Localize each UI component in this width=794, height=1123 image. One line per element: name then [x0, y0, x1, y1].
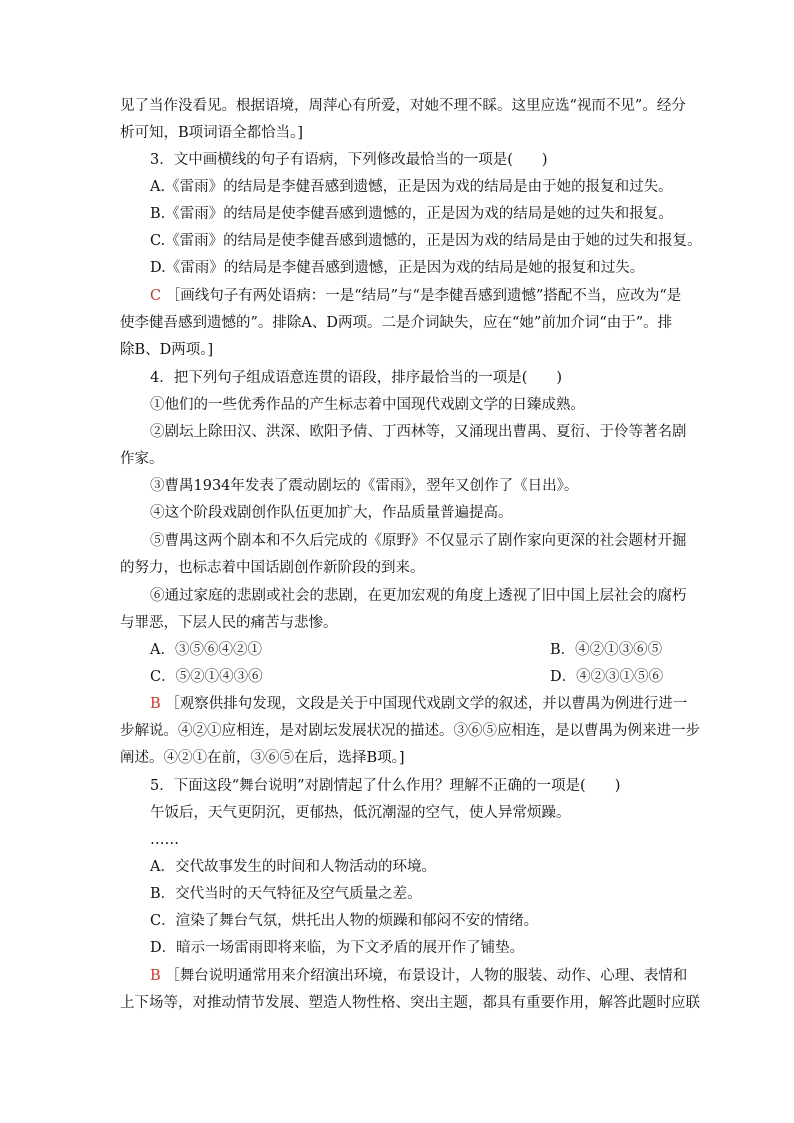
- answer-explanation: ［观察供排句发现，文段是关于中国现代戏剧文学的叙述，并以曹禺为例进行进一: [165, 696, 688, 712]
- text-line: 上下场等，对推动情节发展、塑造人物性格、突出主题，都具有重要作用，解答此题时应联: [120, 995, 700, 1011]
- text-line: 作家。: [120, 451, 164, 467]
- q3-option-b: B.《雷雨》的结局是使李健吾感到遗憾的，正是因为戏的结局是她的过失和报复。: [150, 206, 673, 222]
- answer-explanation: ［舞台说明通常用来介绍演出环境，布景设计，人物的服装、动作、心理、表情和: [165, 968, 688, 984]
- sentence-3: ③曹禺1934年发表了震动剧坛的《雷雨》，翌年又创作了《日出》。: [150, 478, 579, 494]
- text-line: 除B、D两项。]: [120, 342, 214, 358]
- text-line: 析可知，B项词语全都恰当。]: [120, 125, 304, 141]
- text-line: 的努力，也标志着中国话剧创作新阶段的到来。: [120, 560, 425, 576]
- text-line: 使李健吾感到遗憾的”。排除A、D两项。二是介词缺失，应在“她”前加介词“由于”。排: [120, 315, 673, 331]
- q5-option-b: B．交代当时的天气特征及空气质量之差。: [150, 886, 422, 902]
- q5-option-c: C．渲染了舞台气氛，烘托出人物的烦躁和郁闷不安的情绪。: [150, 913, 539, 929]
- question-4: 4．把下列句子组成语意连贯的语段，排序最恰当的一项是( ): [150, 370, 563, 386]
- answer-letter: B: [150, 696, 161, 712]
- q4-answer: [150, 694, 710, 714]
- q4-options-row-1: [150, 640, 710, 660]
- q3-answer: [150, 286, 710, 306]
- sentence-2: ②剧坛上除田汉、洪深、欧阳予倩、丁西林等，又涌现出曹禺、夏衍、于伶等著名剧: [150, 424, 687, 440]
- q5-option-d: D．暗示一场雷雨即将来临，为下文矛盾的展开作了铺垫。: [150, 940, 525, 956]
- q3-option-a: A.《雷雨》的结局是李健吾感到遗憾，正是因为戏的结局是由于她的报复和过失。: [150, 179, 673, 195]
- q4-option-c: C．⑤②①④③⑥: [150, 669, 263, 685]
- q3-option-c: C.《雷雨》的结局是使李健吾感到遗憾的，正是因为戏的结局是由于她的过失和报复。: [150, 233, 702, 249]
- answer-letter: B: [150, 968, 161, 984]
- q4-option-a: A．③⑤⑥④②①: [150, 642, 262, 658]
- sentence-4: ④这个阶段戏剧创作队伍更加扩大，作品质量普遍提高。: [150, 505, 513, 521]
- answer-letter: C: [150, 288, 162, 304]
- text-line: 步解说。④②①应相连，是对剧坛发展状况的描述。③⑥⑤应相连，是以曹禺为例来进一步: [120, 723, 700, 739]
- text-line: 阐述。④②①在前，③⑥⑤在后，选择B项。]: [120, 750, 405, 766]
- q3-option-d: D.《雷雨》的结局是李健吾感到遗憾，正是因为戏的结局是她的报复和过失。: [150, 260, 645, 276]
- q5-answer: [150, 966, 710, 986]
- sentence-1: ①他们的一些优秀作品的产生标志着中国现代戏剧文学的日臻成熟。: [150, 397, 585, 413]
- text-line: 与罪恶，下层人民的痛苦与悲惨。: [120, 615, 338, 631]
- q4-option-d: D．④②③①⑤⑥: [550, 669, 664, 685]
- sentence-6: ⑥通过家庭的悲剧或社会的悲剧，在更加宏观的角度上透视了旧中国上层社会的腐朽: [150, 588, 687, 604]
- stage-direction: 午饭后，天气更阴沉，更郁热，低沉潮湿的空气，使人异常烦躁。: [150, 805, 571, 821]
- q5-option-a: A．交代故事发生的时间和人物活动的环境。: [150, 859, 436, 875]
- sentence-5: ⑤曹禺这两个剧本和不久后完成的《原野》不仅显示了剧作家向更深的社会题材开掘: [150, 533, 687, 549]
- text-line: 见了当作没看见。根据语境，周萍心有所爱，对她不理不睬。这里应选“视而不见”。经分: [120, 98, 686, 114]
- q4-option-b: B．④②①③⑥⑤: [550, 642, 663, 658]
- question-3: 3．文中画横线的句子有语病，下列修改最恰当的一项是( ): [150, 152, 548, 168]
- answer-explanation: ［画线句子有两处语病：一是“结局”与“是李健吾感到遗憾”搭配不当，应改为“是: [165, 288, 682, 304]
- q4-options-row-2: [150, 667, 710, 687]
- ellipsis: ……: [150, 832, 179, 848]
- question-5: 5．下面这段“舞台说明”对剧情起了什么作用？理解不正确的一项是( ): [150, 778, 621, 794]
